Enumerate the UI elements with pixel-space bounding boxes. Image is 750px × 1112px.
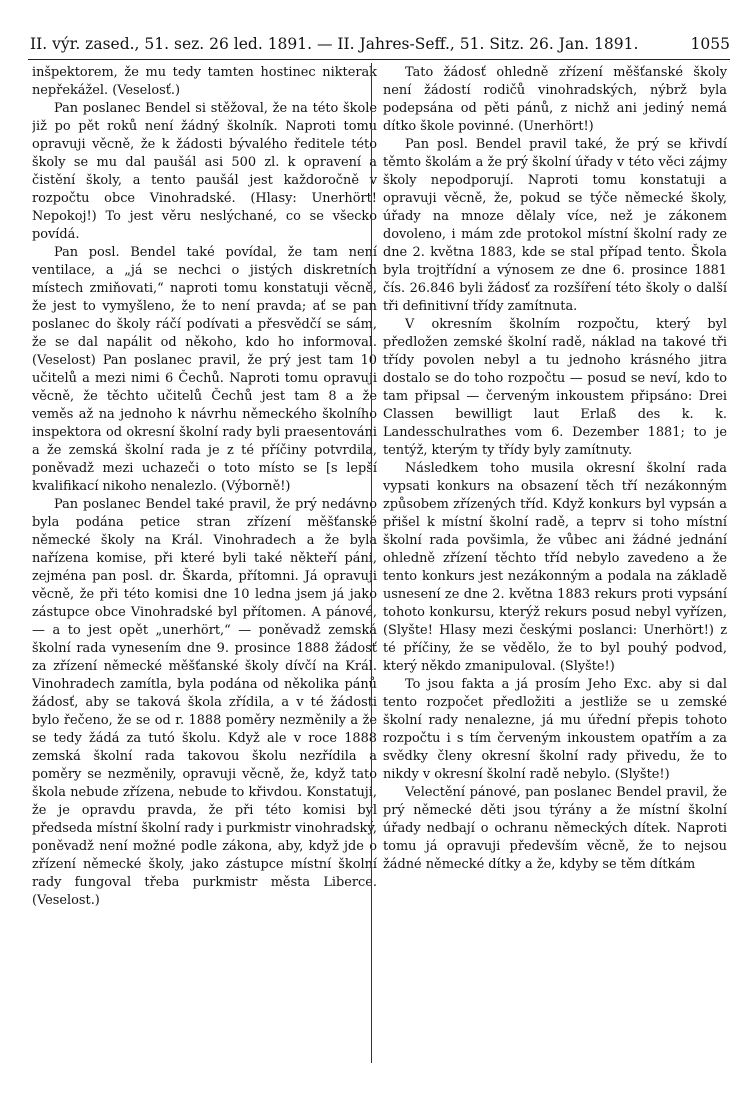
paragraph: To jsou fakta a já prosím Jeho Exc. aby si dal tento rozpočet předložiti a jestliže se u zemské školní rady nenalezne, já mu úřední přepis tohoto rozpočtu i s tím červeným inkoustem opatřím a za svědky členy okresní školní rady přivedu, že to nikdy v okresní školní radě nebylo. (Slyšte!) [383,677,727,782]
paragraph: Pan posl. Bendel také povídal, že tam není ventilace, a „já se nechci o jistých diskretních místech zmiňovati,“ naproti tomu konstatuji věcně, že jest to vymyšleno, že to není pravda; ať se pan poslanec do školy ráčí podívati a přesvědčí se sám, že se dal napálit od někoho, kdo ho informoval. (Veselost) Pan poslanec pravil, že prý jest tam 10 učitelů a mezi nimi 6 Čechů. Naproti tomu opravuji věcně, že těchto učitelů Čechů jest tam 8 a že veměs až na jednoho k návrhu německého školního inspektora od okresní školní rady byli praesentováni a že zemská školní rada je z té příčiny potvrdila, poněvadž mezi uchazeči o toto místo se [s lepší kvalifikací nikoho nenalezlo. (Výborně!) [32,245,377,494]
paragraph: Tato žádosť ohledně zřízení měšťanské školy není žádostí rodičů vinohradských, nýbrž byla podepsána od pěti pánů, z nichž ani jediný nemá dítko škole povinné. (Unerhört!) [383,65,727,134]
header-rule [28,59,730,60]
paragraph: Pan poslanec Bendel si stěžoval, že na této škole již po pět roků není žádný školník. Naproti tomu opravuji věcně, že k žádosti bývalého ředitele této školy se mu dal paušál asi 500 zl. k opravení a čistění školy, a tento paušál jest každoročně v rozpočtu obce Vinohradské. (Hlasy: Unerhört! Nepokoj!) To jest věru neslýchané, co se všecko povídá. [32,101,377,242]
paragraph: Velectění pánové, pan poslanec Bendel pravil, že prý německé děti jsou týrány a že místní školní úřady nedbají o ochranu německých dítek. Naproti tomu já opravuji především věcně, že to nejsou žádné německé dítky a že, kdyby se těm dítkám [383,785,727,872]
paragraph: Pan poslanec Bendel také pravil, že prý nedávno byla podána petice stran zřízení měšťanské německé školy na Král. Vinohradech a že byla nařízena komise, při které byli také někteří páni, zejména pan posl. dr. Škarda, přítomni. Já opravuji věcně, že při této komisi dne 10 ledna jsem já jako zástupce obce Vinohradské byl přítomen. A pánové, — a to jest opět „unerhört,“ — poněvadž zemská školní rada vynesením dne 9. prosince 1888 žádosť za zřízení německé měšťanské školy dívčí na Král. Vinohradech zamítla, byla podána od několika pánů žádosť, aby se taková škola zřídila, a v té žádosti bylo řečeno, že se od r. 1888 poměry nezměnily a že se tedy žádá za tutó školu. Když ale v roce 1888 zemská školní rada takovou školu nezřídila a poměry se nezměnily, opravuji věcně, že, když tato škola nebude zřízena, nebude to křivdou. Konstatuji, že je opravdu pravda, že při této komisi byl předseda místní školní rady i purkmistr vinohradský, poněvadž není možné podle zákona, aby, když jde o zřízení německé školy, jako zástupce místní školní rady fungoval třeba purkmistr města Liberce. (Veselost.) [32,497,377,908]
page-number: 1055 [690,35,730,53]
column-divider [371,63,372,1063]
paragraph: Následkem toho musila okresní školní rada vypsati konkurs na obsazení těch tří nezákonným způsobem zřízených tříd. Když konkurs byl vypsán a přišel k místní školní radě, a teprv si toho místní školní rada povšimla, že vůbec ani žádné jednání ohledně zřízení těchto tříd nebylo zavedeno a že tento konkurs jest nezákonným a podala na základě usnesení ze dne 2. května 1883 rekurs proti vypsání tohoto konkursu, kterýž rekurs posud nebyl vyřízen, (Slyšte! Hlasy mezi českými poslanci: Unerhört!) z té příčiny, že se vědělo, že to byl pouhý podvod, který někdo zmanipuloval. (Slyšte!) [383,461,727,674]
right-column [383,64,727,874]
paragraph: V okresním školním rozpočtu, který byl předložen zemské školní radě, náklad na takové tři třídy povolen nebyl a tu jednoho krásného jitra dostalo se do toho rozpočtu — posud se neví, kdo to tam připsal — červeným inkoustem připsáno: Drei Classen bewilligt laut Erlaß des k. k. Landesschulrathes vom 6. Dezember 1881; to je tentýž, kterým ty třídy byly zamítnuty. [383,317,727,458]
paragraph: Pan posl. Bendel pravil také, že prý se křivdí těmto školám a že prý školní úřady v této věci zájmy školy nepodporují. Naproti tomu konstatuji a opravuji věcně, že, pokud se týče německé školy, úřady na mnoze dělaly více, než je zákonem dovoleno, i mám zde protokol místní školní rady ze dne 2. května 1883, kde se stal případ tento. Škola byla trojtřídní a výnosem ze dne 6. prosince 1881 čís. 26.846 byli žádosť za rozšíření této školy o další tři definitivní třídy zamítnuta. [383,137,727,314]
paragraph: inšpektorem, že mu tedy tamten hostinec nikterak nepřekážel. (Veselosť.) [32,65,377,98]
page-header [30,29,730,59]
left-column [32,64,377,910]
header-title: II. výr. zased., 51. sez. 26 led. 1891. — II. Jahres-Seff., 51. Sitz. 26. Jan. 1891. [30,35,639,53]
